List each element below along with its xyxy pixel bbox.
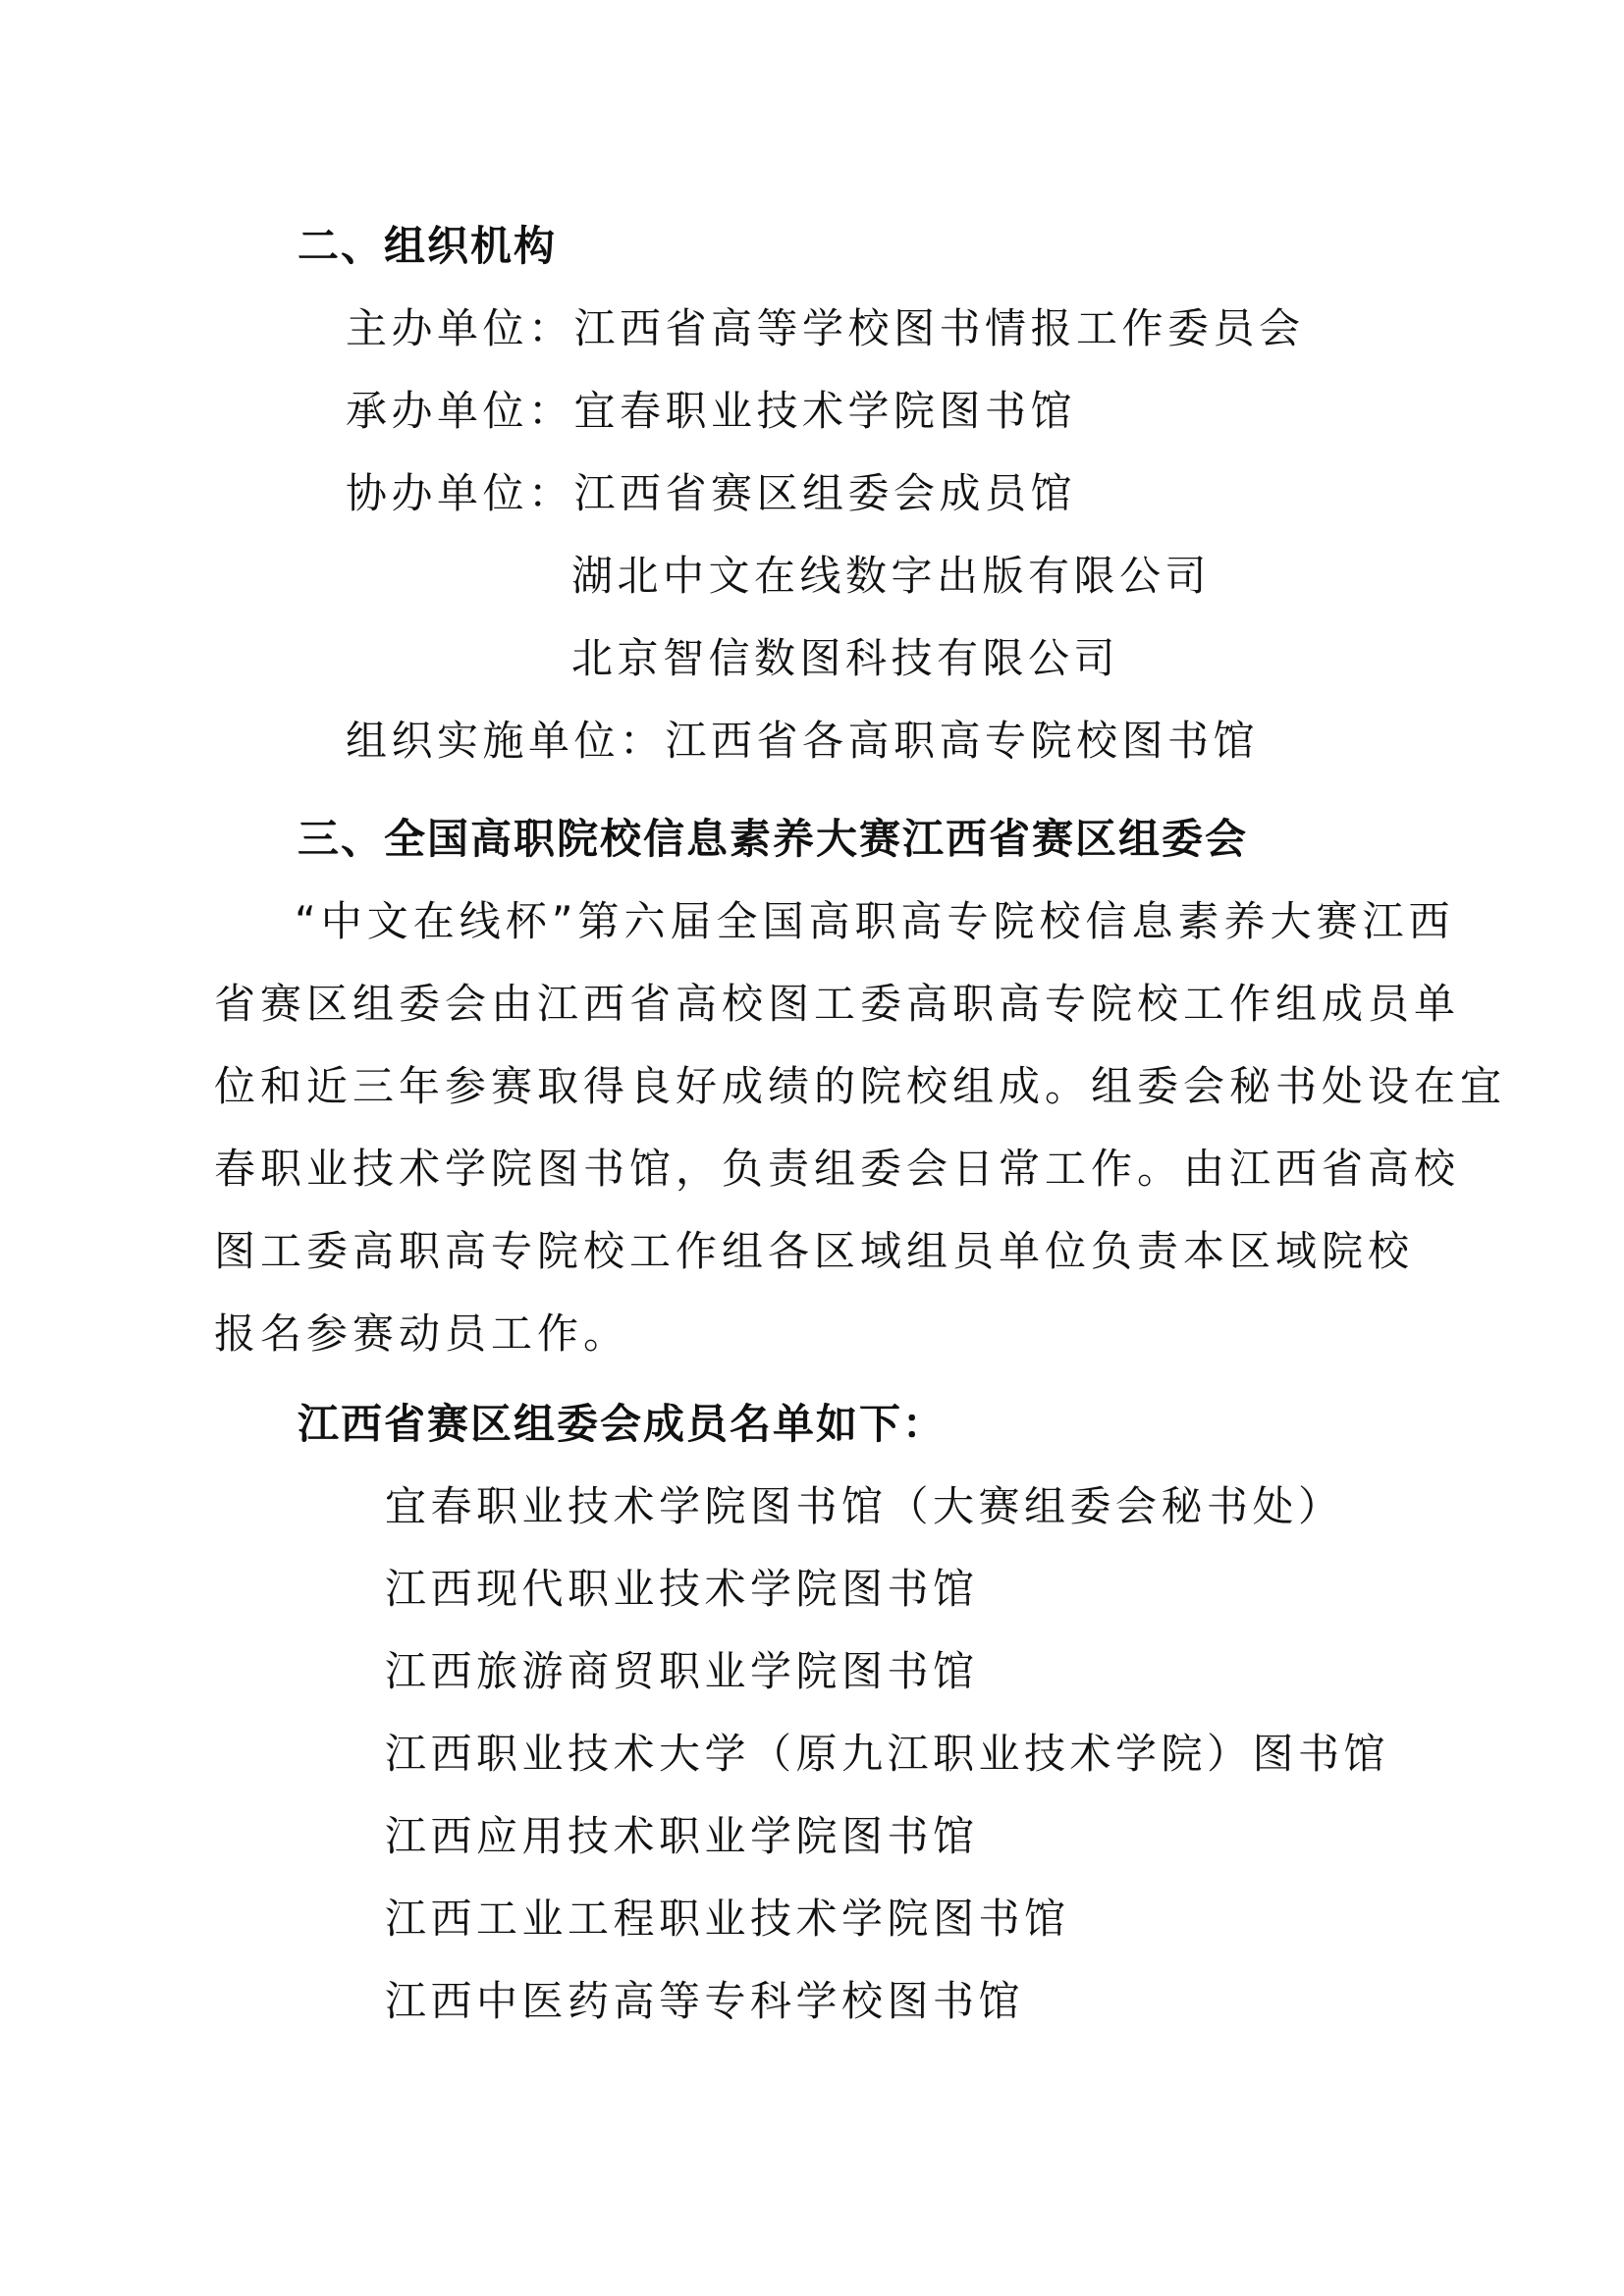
implementing-unit: 组织实施单位：江西省各高职高专院校图书馆	[346, 717, 1260, 765]
paragraph-line-3: 位和近三年参赛取得良好成绩的院校组成。组委会秘书处设在宜	[214, 1062, 1507, 1110]
paragraph-line-5: 图工委高职高专院校工作组各区域组员单位负责本区域院校	[214, 1227, 1415, 1275]
members-heading: 江西省赛区组委会成员名单如下：	[298, 1400, 947, 1448]
member-item: 江西工业工程职业技术学院图书馆	[385, 1895, 1070, 1943]
member-item: 江西职业技术大学（原九江职业技术学院）图书馆	[385, 1730, 1390, 1778]
host-unit: 主办单位：江西省高等学校图书情报工作委员会	[346, 304, 1305, 352]
paragraph-line-6: 报名参赛动员工作。	[214, 1309, 630, 1358]
member-item: 江西现代职业技术学院图书馆	[385, 1565, 979, 1613]
member-item: 江西旅游商贸职业学院图书馆	[385, 1647, 979, 1695]
member-item: 宜春职业技术学院图书馆（大赛组委会秘书处）	[385, 1482, 1344, 1530]
section-2-heading: 二、组织机构	[298, 222, 558, 270]
paragraph-line-4: 春职业技术学院图书馆，负责组委会日常工作。由江西省高校	[214, 1145, 1461, 1193]
co-organizer-2: 湖北中文在线数字出版有限公司	[571, 552, 1212, 600]
member-item: 江西中医药高等专科学校图书馆	[385, 1977, 1025, 2025]
member-item: 江西应用技术职业学院图书馆	[385, 1812, 979, 1860]
paragraph-line-2: 省赛区组委会由江西省高校图工委高职高专院校工作组成员单	[214, 980, 1461, 1028]
co-organizer-1: 协办单位：江西省赛区组委会成员馆	[346, 469, 1077, 517]
co-organizer-3: 北京智信数图科技有限公司	[571, 634, 1120, 682]
paragraph-line-1: “中文在线杯”第六届全国高职高专院校信息素养大赛江西	[295, 897, 1455, 945]
section-3-heading: 三、全国高职院校信息素养大赛江西省赛区组委会	[298, 815, 1249, 863]
organizer-unit: 承办单位：宜春职业技术学院图书馆	[346, 387, 1077, 435]
